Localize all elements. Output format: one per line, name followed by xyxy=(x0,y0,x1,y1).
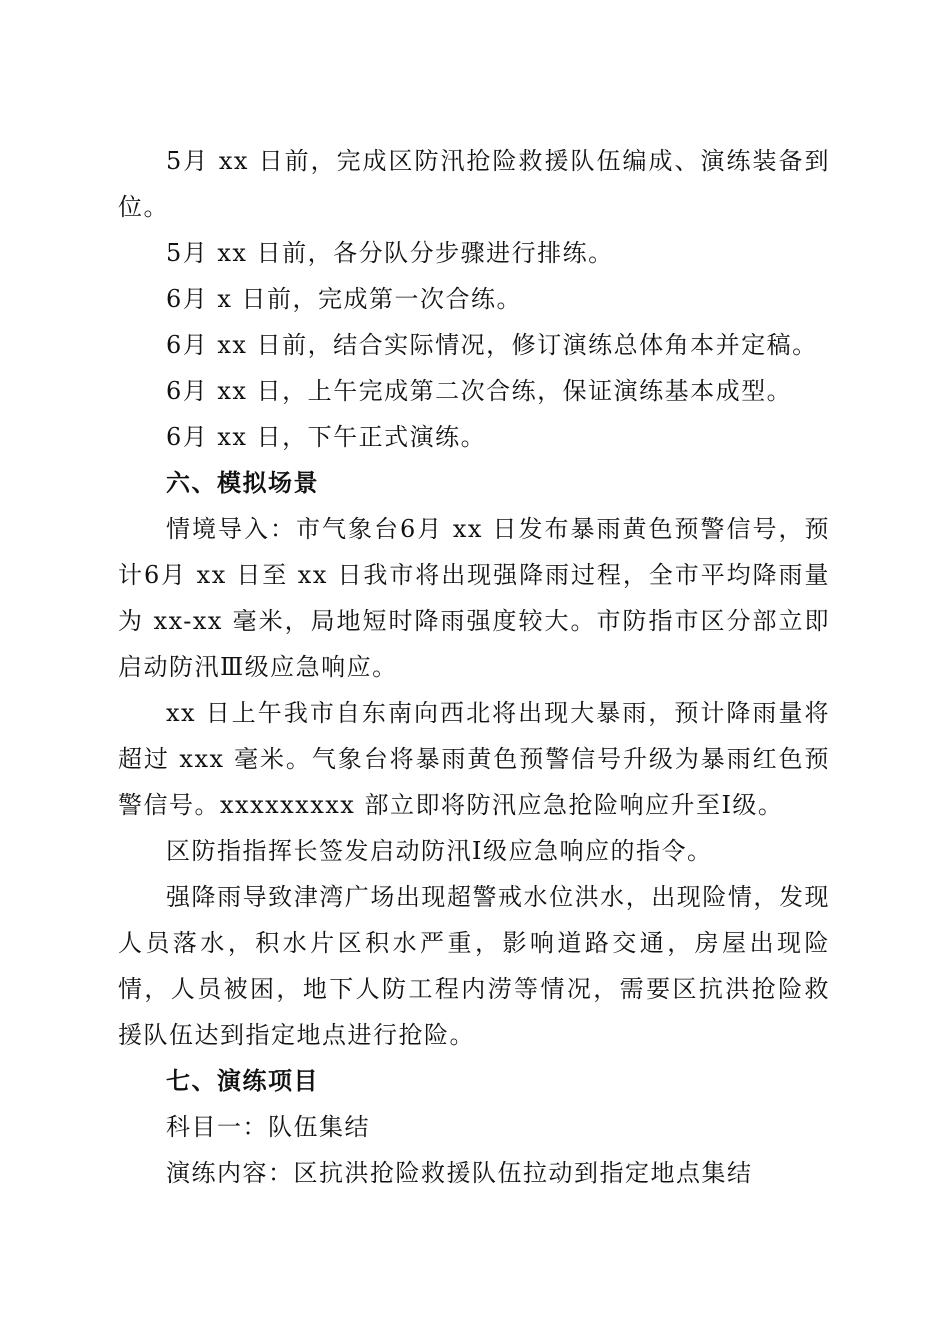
schedule-item: 5月 xx 日前，完成区防汛抢险救援队伍编成、演练装备到位。 xyxy=(118,147,830,221)
section-heading: 六、模拟场景 xyxy=(166,469,319,497)
body-paragraph: 区防指指挥长签发启动防汛Ⅰ级应急响应的指令。 xyxy=(166,837,713,865)
schedule-item: 6月 xx 日前，结合实际情况，修订演练总体角本并定稿。 xyxy=(166,331,818,359)
content-line: 演练内容：区抗洪抢险救援队伍拉动到指定地点集结 xyxy=(166,1159,753,1187)
schedule-item: 6月 xx 日，上午完成第二次合练，保证演练基本成型。 xyxy=(166,377,793,405)
body-paragraph: 情境导入：市气象台6月 xx 日发布暴雨黄色预警信号，预计6月 xx 日至 xx 日我市将出现强降雨过程，全市平均降雨量为 xx-xx 毫米，局地短时降雨强度较大。市防指市区分部立即启动防汛Ⅲ级应急响应。 xyxy=(118,515,830,681)
subject-line: 科目一：队伍集结 xyxy=(166,1113,370,1141)
body-paragraph: xx 日上午我市自东南向西北将出现大暴雨，预计降雨量将超过 xxx 毫米。气象台将暴雨黄色预警信号升级为暴雨红色预警信号。xxxxxxxxx 部立即将防汛应急抢险响应升至Ⅰ级。 xyxy=(118,699,830,819)
schedule-item: 6月 xx 日，下午正式演练。 xyxy=(166,423,487,451)
document-body xyxy=(118,138,830,1196)
body-paragraph: 强降雨导致津湾广场出现超警戒水位洪水，出现险情，发现人员落水，积水片区积水严重，影响道路交通，房屋出现险情，人员被困，地下人防工程内涝等情况，需要区抗洪抢险救援队伍达到指定地点进行抢险。 xyxy=(118,883,830,1049)
schedule-item: 5月 xx 日前，各分队分步骤进行排练。 xyxy=(166,239,614,267)
schedule-item: 6月 x 日前，完成第一次合练。 xyxy=(166,285,523,313)
section-heading: 七、演练项目 xyxy=(166,1067,319,1095)
